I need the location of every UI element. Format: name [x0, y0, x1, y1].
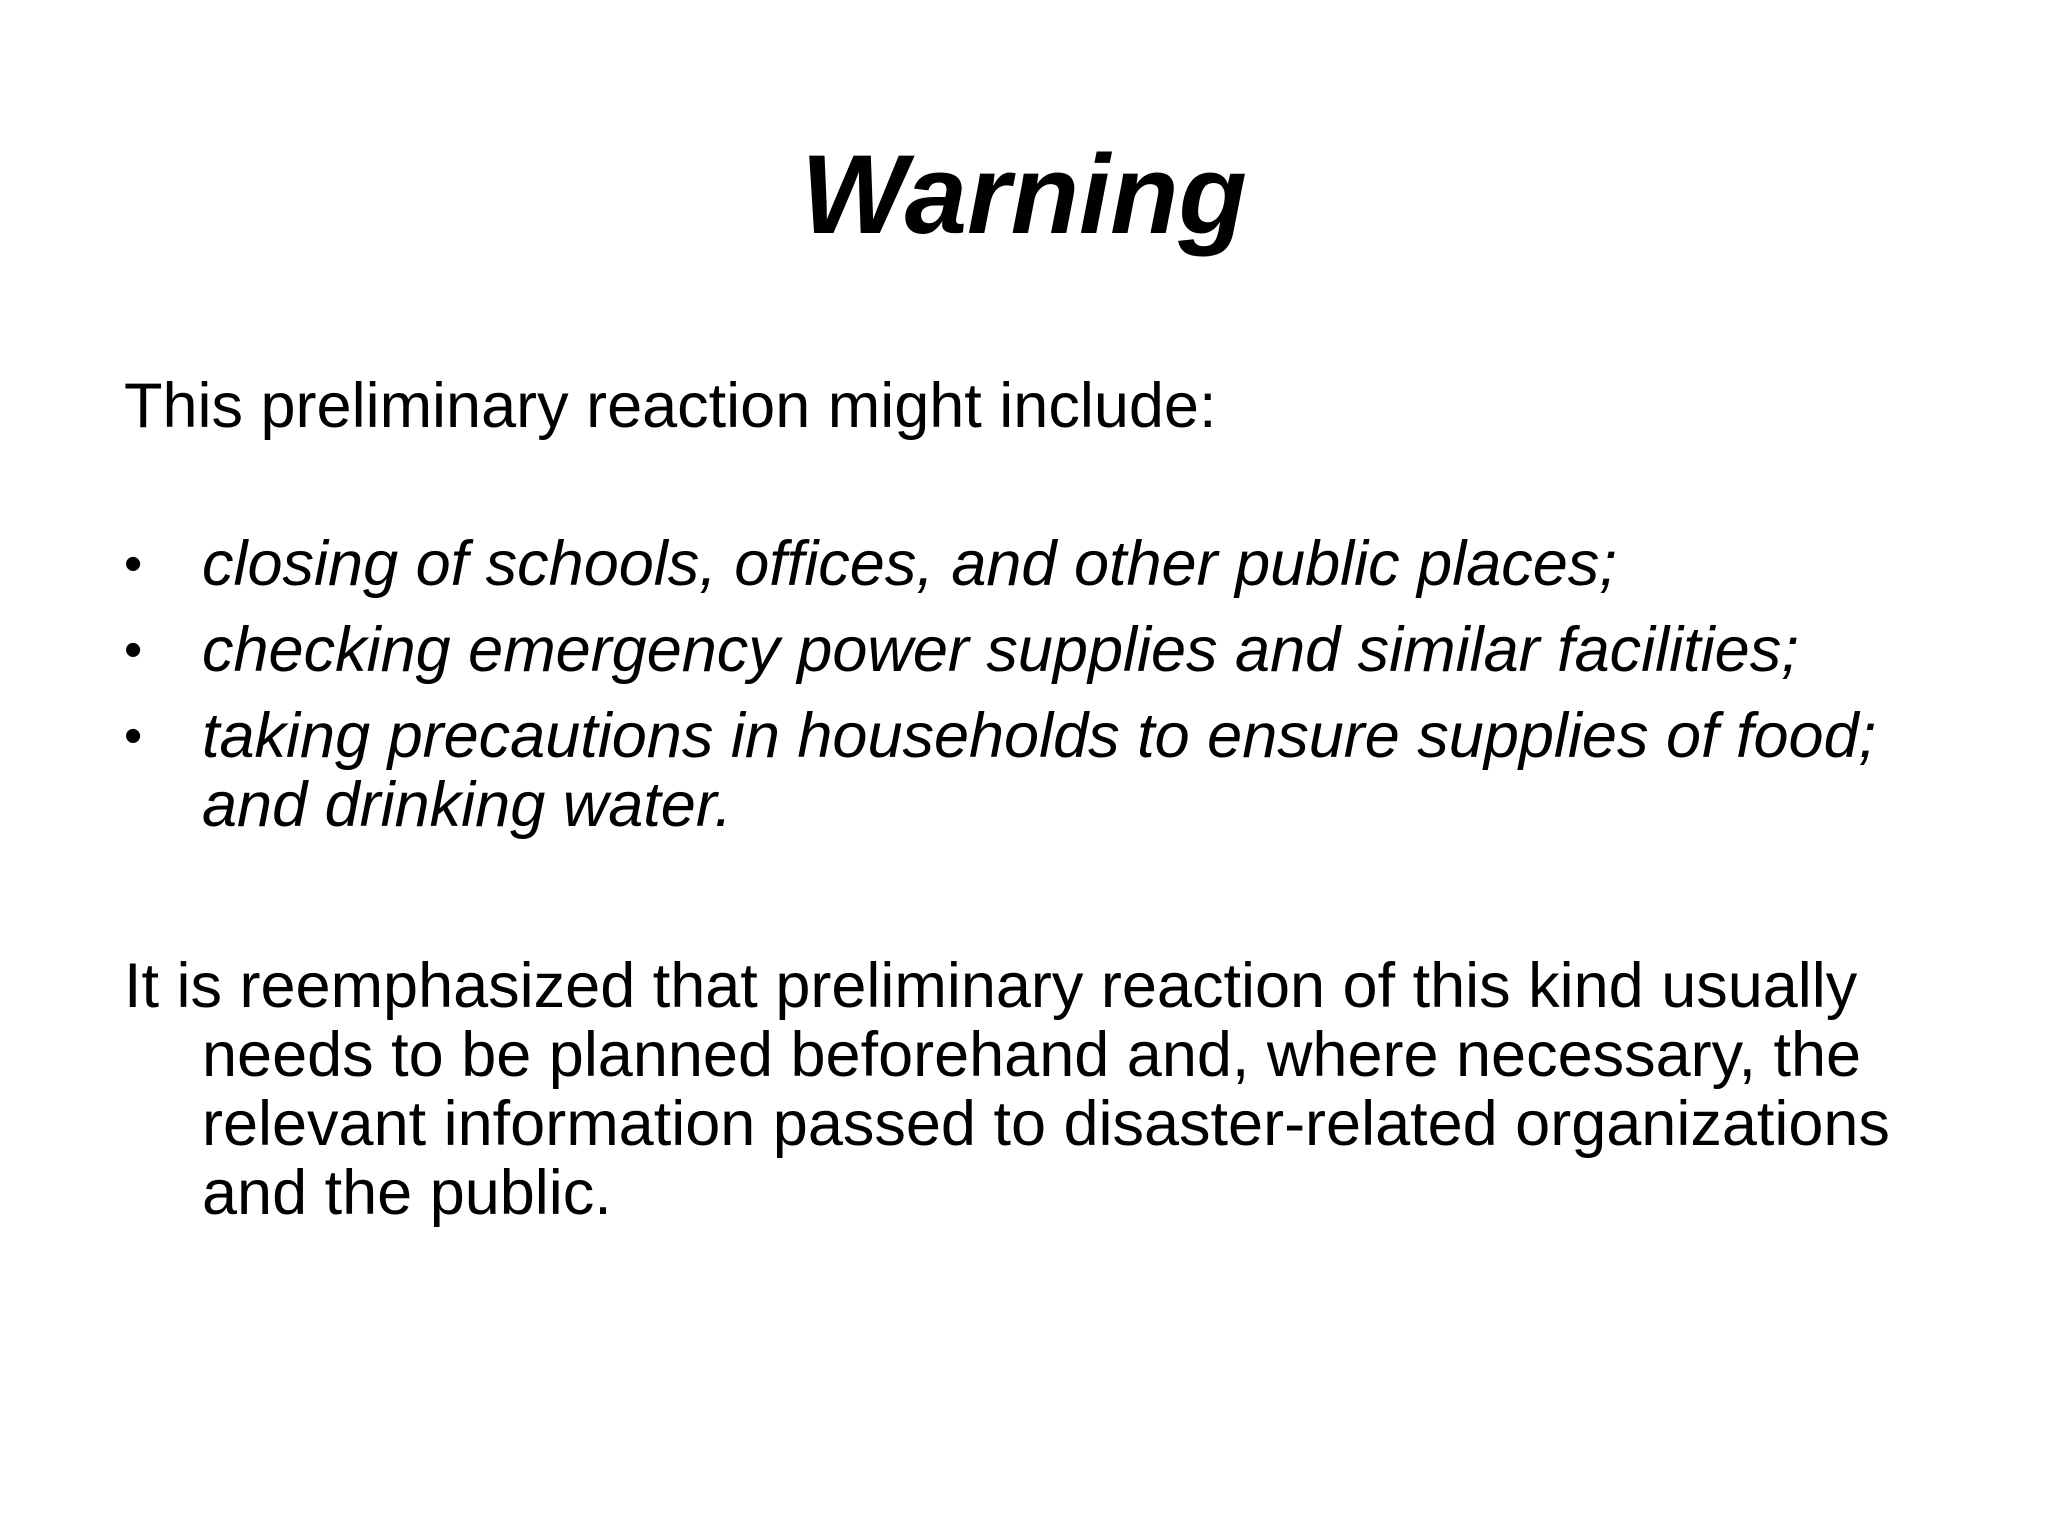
intro-text: This preliminary reaction might include: — [124, 371, 1217, 441]
bullet-list — [124, 530, 1944, 857]
slide-title: Warning — [801, 132, 1247, 257]
bullet-icon: • — [124, 707, 143, 765]
closing-paragraph: It is reemphasized that preliminary reaction of this kind usually needs to be planned beforehand and, where necessary, the relevant information passed to disaster-related organizations and the public. — [124, 951, 1890, 1228]
bullet-text: checking emergency power supplies and similar facilities; — [202, 615, 1799, 685]
list-item — [124, 702, 1944, 840]
list-item — [124, 616, 1944, 685]
bullet-icon: • — [124, 621, 143, 679]
bullet-icon: • — [124, 535, 143, 593]
bullet-text: closing of schools, offices, and other public places; — [202, 529, 1617, 599]
bullet-text: taking precautions in households to ensure supplies of food; and drinking water. — [202, 701, 1877, 840]
list-item — [124, 530, 1944, 599]
